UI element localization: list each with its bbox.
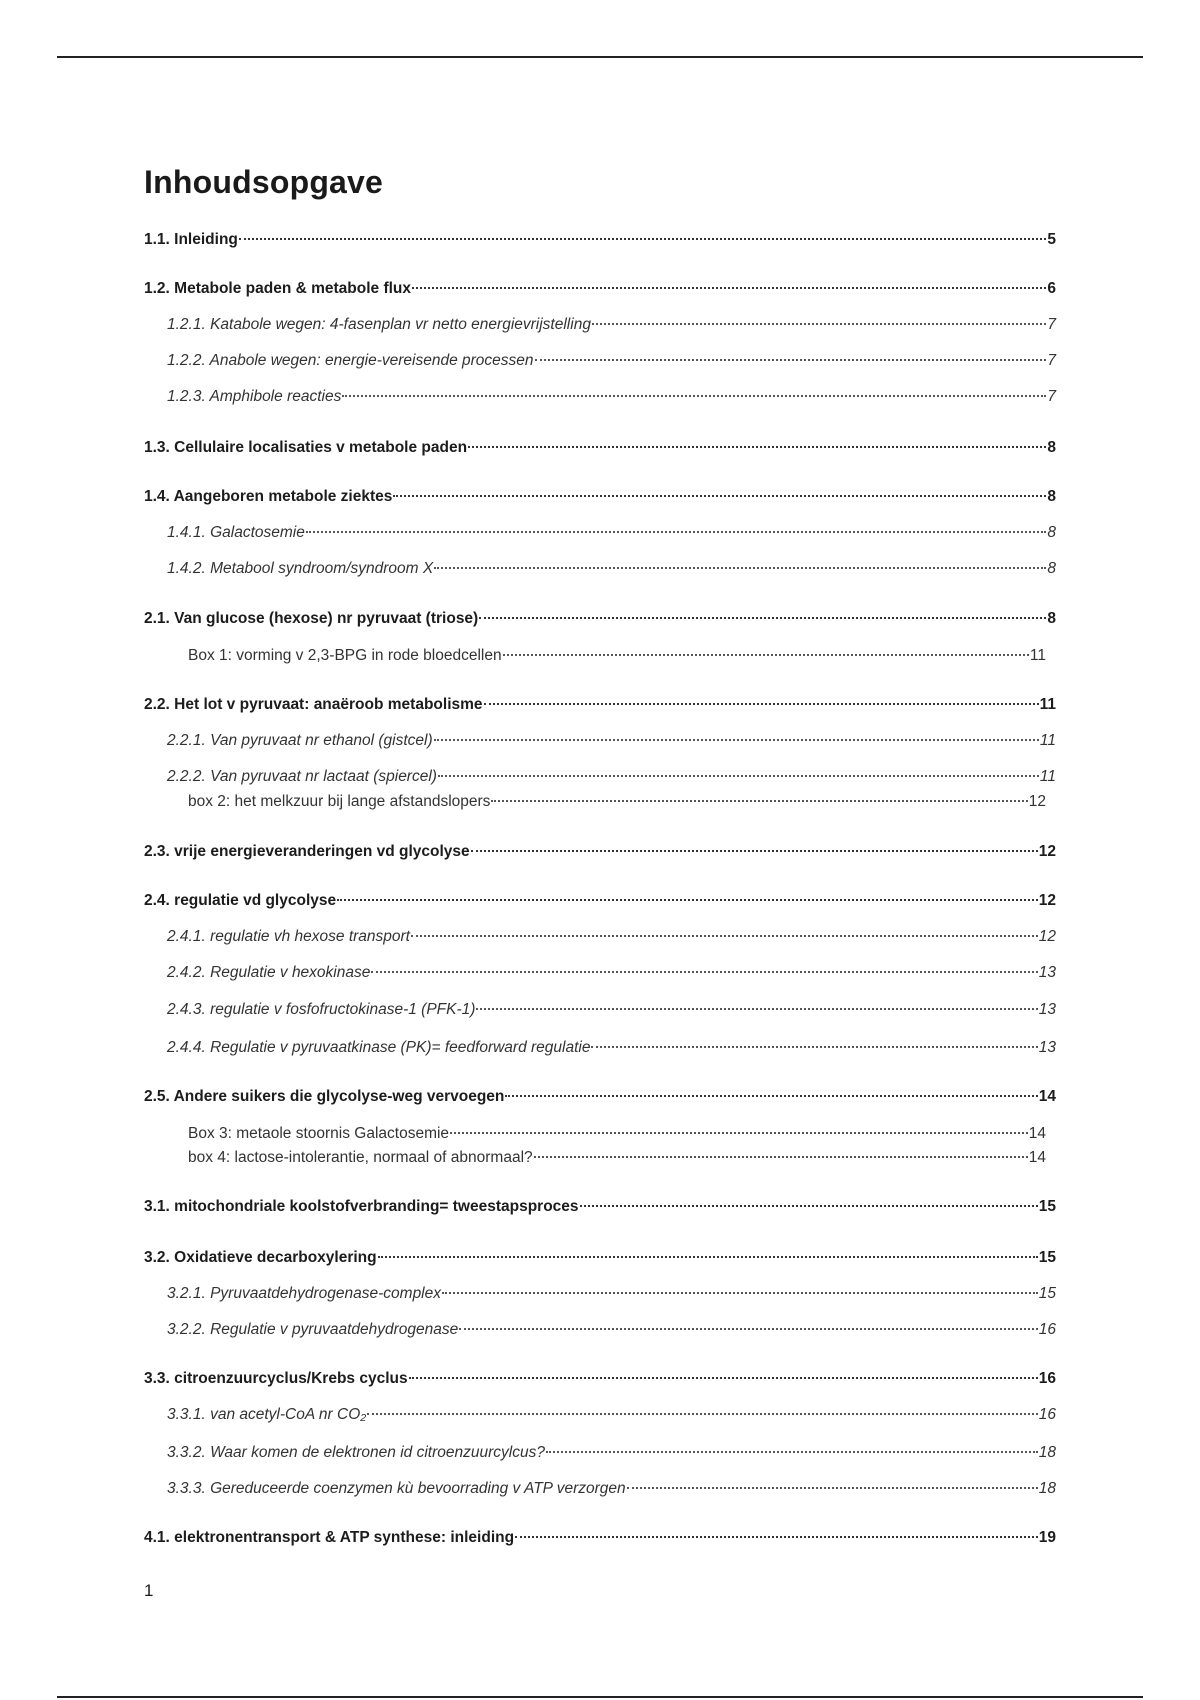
toc-entry-page: 8 — [1047, 560, 1056, 577]
dot-leader — [434, 566, 1046, 569]
toc-entry-title: 4.1. elektronentransport & ATP synthese: inleiding — [144, 1529, 515, 1546]
toc-entry-page: 6 — [1047, 280, 1056, 297]
toc-entry-page: 15 — [1038, 1198, 1056, 1215]
toc-entry-page: 15 — [1038, 1285, 1056, 1302]
toc-entry-page: 8 — [1047, 488, 1056, 505]
dot-leader — [393, 494, 1046, 497]
toc-entry[interactable] — [188, 1148, 1046, 1168]
toc-entry[interactable] — [167, 523, 1056, 543]
dot-leader — [580, 1204, 1038, 1207]
toc-entry[interactable] — [144, 1248, 1056, 1268]
toc-entry-page: 13 — [1038, 964, 1056, 981]
toc-entry-page: 16 — [1038, 1406, 1056, 1423]
dot-leader — [378, 1255, 1038, 1258]
toc-entry-page: 16 — [1038, 1321, 1056, 1338]
toc-entry[interactable] — [144, 230, 1056, 250]
toc-entry-title: 2.4. regulatie vd glycolyse — [144, 892, 337, 909]
toc-entry-page: 13 — [1038, 1039, 1056, 1056]
toc-entry[interactable] — [167, 1000, 1056, 1020]
toc-entry[interactable] — [188, 792, 1046, 812]
toc-entry-title: 3.2. Oxidatieve decarboxylering — [144, 1249, 377, 1266]
toc-entry-page: 13 — [1038, 1001, 1056, 1018]
toc-entry-title: 2.4.4. Regulatie v pyruvaatkinase (PK)= feedforward regulatie — [167, 1039, 591, 1056]
toc-entry[interactable] — [167, 559, 1056, 579]
toc-entry-title: 3.2.1. Pyruvaatdehydrogenase-complex — [167, 1285, 441, 1302]
toc-entry-page: 5 — [1047, 231, 1056, 248]
toc-entry[interactable] — [144, 1197, 1056, 1217]
dot-leader — [342, 394, 1046, 397]
toc-entry-title: 1.2.3. Amphibole reacties — [167, 388, 342, 405]
toc-entry-title: 3.3.3. Gereduceerde coenzymen kù bevoorrading v ATP verzorgen — [167, 1480, 626, 1497]
toc-entry-title: 1.3. Cellulaire localisaties v metabole paden — [144, 439, 468, 456]
toc-entry[interactable] — [167, 1443, 1056, 1463]
toc-entry-title: 1.2.2. Anabole wegen: energie-vereisende processen — [167, 352, 534, 369]
toc-entry[interactable] — [144, 891, 1056, 911]
toc-entry-page: 7 — [1047, 352, 1056, 369]
toc-entry-title: 3.3. citroenzuurcyclus/Krebs cyclus — [144, 1370, 408, 1387]
toc-entry[interactable] — [167, 1320, 1056, 1340]
dot-leader — [505, 1094, 1037, 1097]
toc-entry-page: 12 — [1038, 843, 1056, 860]
toc-entry[interactable] — [144, 695, 1056, 715]
toc-entry-page: 8 — [1047, 610, 1056, 627]
toc-entry-title: 3.3.1. van acetyl-CoA nr CO₂ — [167, 1406, 367, 1423]
toc-entry-title: box 2: het melkzuur bij lange afstandslopers — [188, 793, 491, 810]
toc-entry-title: Box 1: vorming v 2,3-BPG in rode bloedcellen — [188, 647, 502, 664]
dot-leader — [412, 286, 1046, 289]
toc-entry-page: 14 — [1028, 1125, 1046, 1142]
toc-entry[interactable] — [188, 646, 1046, 666]
dot-leader — [515, 1535, 1038, 1538]
dot-leader — [468, 445, 1046, 448]
toc-entry-title: 2.1. Van glucose (hexose) nr pyruvaat (triose) — [144, 610, 479, 627]
toc-entry-page: 12 — [1038, 928, 1056, 945]
toc-entry[interactable] — [144, 609, 1056, 629]
dot-leader — [592, 322, 1046, 325]
footer-rule — [57, 1696, 1143, 1698]
toc-entry-title: 2.3. vrije energieveranderingen vd glycolyse — [144, 843, 470, 860]
toc-entry-title: 2.2. Het lot v pyruvaat: anaëroob metabolisme — [144, 696, 483, 713]
toc-entry[interactable] — [167, 927, 1056, 947]
toc-entry-title: 3.2.2. Regulatie v pyruvaatdehydrogenase — [167, 1321, 459, 1338]
toc-entry[interactable] — [144, 279, 1056, 299]
toc-entry-title: 3.1. mitochondriale koolstofverbranding= tweestapsproces — [144, 1198, 579, 1215]
toc-entry-title: 1.2.1. Katabole wegen: 4-fasenplan vr netto energievrijstelling — [167, 316, 591, 333]
toc-entry[interactable] — [144, 842, 1056, 862]
toc-entry[interactable] — [144, 1087, 1056, 1107]
toc-entry-page: 8 — [1047, 524, 1056, 541]
toc-entry-title: 1.2. Metabole paden & metabole flux — [144, 280, 412, 297]
header-rule — [57, 56, 1143, 58]
toc-entry[interactable] — [188, 1124, 1046, 1144]
dot-leader — [367, 1412, 1038, 1415]
toc-entry-title: Box 3: metaole stoornis Galactosemie — [188, 1125, 450, 1142]
toc-entry[interactable] — [144, 1528, 1056, 1548]
dot-leader — [409, 1376, 1038, 1379]
toc-entry[interactable] — [167, 731, 1056, 751]
toc-entry-page: 16 — [1038, 1370, 1056, 1387]
dot-leader — [491, 799, 1027, 802]
toc-entry[interactable] — [144, 1369, 1056, 1389]
dot-leader — [337, 898, 1038, 901]
toc-entry-title: 2.2.1. Van pyruvaat nr ethanol (gistcel) — [167, 732, 433, 749]
toc-entry-title: 1.4.1. Galactosemie — [167, 524, 305, 541]
dot-leader — [239, 237, 1046, 240]
toc-entry[interactable] — [167, 351, 1056, 371]
toc-entry-title: 1.1. Inleiding — [144, 231, 238, 248]
dot-leader — [371, 970, 1037, 973]
toc-entry-page: 15 — [1038, 1249, 1056, 1266]
dot-leader — [459, 1327, 1037, 1330]
toc-entry-title: 2.2.2. Van pyruvaat nr lactaat (spiercel) — [167, 768, 437, 785]
toc-entry-page: 11 — [1039, 732, 1056, 749]
toc-entry[interactable] — [167, 1479, 1056, 1499]
dot-leader — [434, 738, 1039, 741]
dot-leader — [476, 1007, 1037, 1010]
toc-entry-title: 2.5. Andere suikers die glycolyse-weg vervoegen — [144, 1088, 505, 1105]
toc-entry-page: 14 — [1028, 1149, 1046, 1166]
toc-entry-page: 11 — [1039, 696, 1056, 713]
dot-leader — [484, 702, 1039, 705]
toc-entry-page: 11 — [1029, 647, 1046, 664]
toc-entry-page: 12 — [1038, 892, 1056, 909]
toc-entry[interactable] — [167, 387, 1056, 407]
dot-leader — [450, 1131, 1028, 1134]
toc-entry[interactable] — [144, 438, 1056, 458]
toc-entry-title: box 4: lactose-intolerantie, normaal of abnormaal? — [188, 1149, 533, 1166]
toc-entry-page: 12 — [1028, 793, 1046, 810]
toc-entry-page: 19 — [1038, 1529, 1056, 1546]
toc-entry-title: 2.4.3. regulatie v fosfofructokinase-1 (PFK-1) — [167, 1001, 476, 1018]
dot-leader — [591, 1045, 1037, 1048]
dot-leader — [546, 1450, 1038, 1453]
toc-entry[interactable] — [167, 1038, 1056, 1058]
dot-leader — [627, 1486, 1038, 1489]
toc-entry-page: 7 — [1047, 388, 1056, 405]
dot-leader — [438, 774, 1039, 777]
page-title: Inhoudsopgave — [144, 164, 384, 200]
toc-entry-page: 11 — [1039, 768, 1056, 785]
toc-entry[interactable] — [167, 963, 1056, 983]
dot-leader — [503, 653, 1029, 656]
toc-entry-page: 14 — [1038, 1088, 1056, 1105]
toc-entry-page: 18 — [1038, 1480, 1056, 1497]
dot-leader — [479, 616, 1046, 619]
dot-leader — [534, 1155, 1028, 1158]
page-number: 1 — [144, 1581, 154, 1600]
toc-entry[interactable] — [144, 487, 1056, 507]
dot-leader — [442, 1291, 1038, 1294]
toc-entry[interactable] — [167, 1284, 1056, 1304]
toc-entry-title: 1.4.2. Metabool syndroom/syndroom X — [167, 560, 434, 577]
toc-entry[interactable] — [167, 767, 1056, 787]
toc-entry-page: 8 — [1047, 439, 1056, 456]
dot-leader — [535, 358, 1047, 361]
toc-entry-page: 7 — [1047, 316, 1056, 333]
toc-entry[interactable] — [167, 315, 1056, 335]
toc-entry-title: 1.4. Aangeboren metabole ziektes — [144, 488, 393, 505]
toc-entry-page: 18 — [1038, 1444, 1056, 1461]
dot-leader — [411, 934, 1038, 937]
dot-leader — [471, 849, 1038, 852]
toc-entry[interactable] — [167, 1405, 1056, 1425]
toc-entry-title: 2.4.2. Regulatie v hexokinase — [167, 964, 371, 981]
toc-entry-title: 3.3.2. Waar komen de elektronen id citroenzuurcylcus? — [167, 1444, 545, 1461]
toc-entry-title: 2.4.1. regulatie vh hexose transport — [167, 928, 410, 945]
dot-leader — [306, 530, 1047, 533]
